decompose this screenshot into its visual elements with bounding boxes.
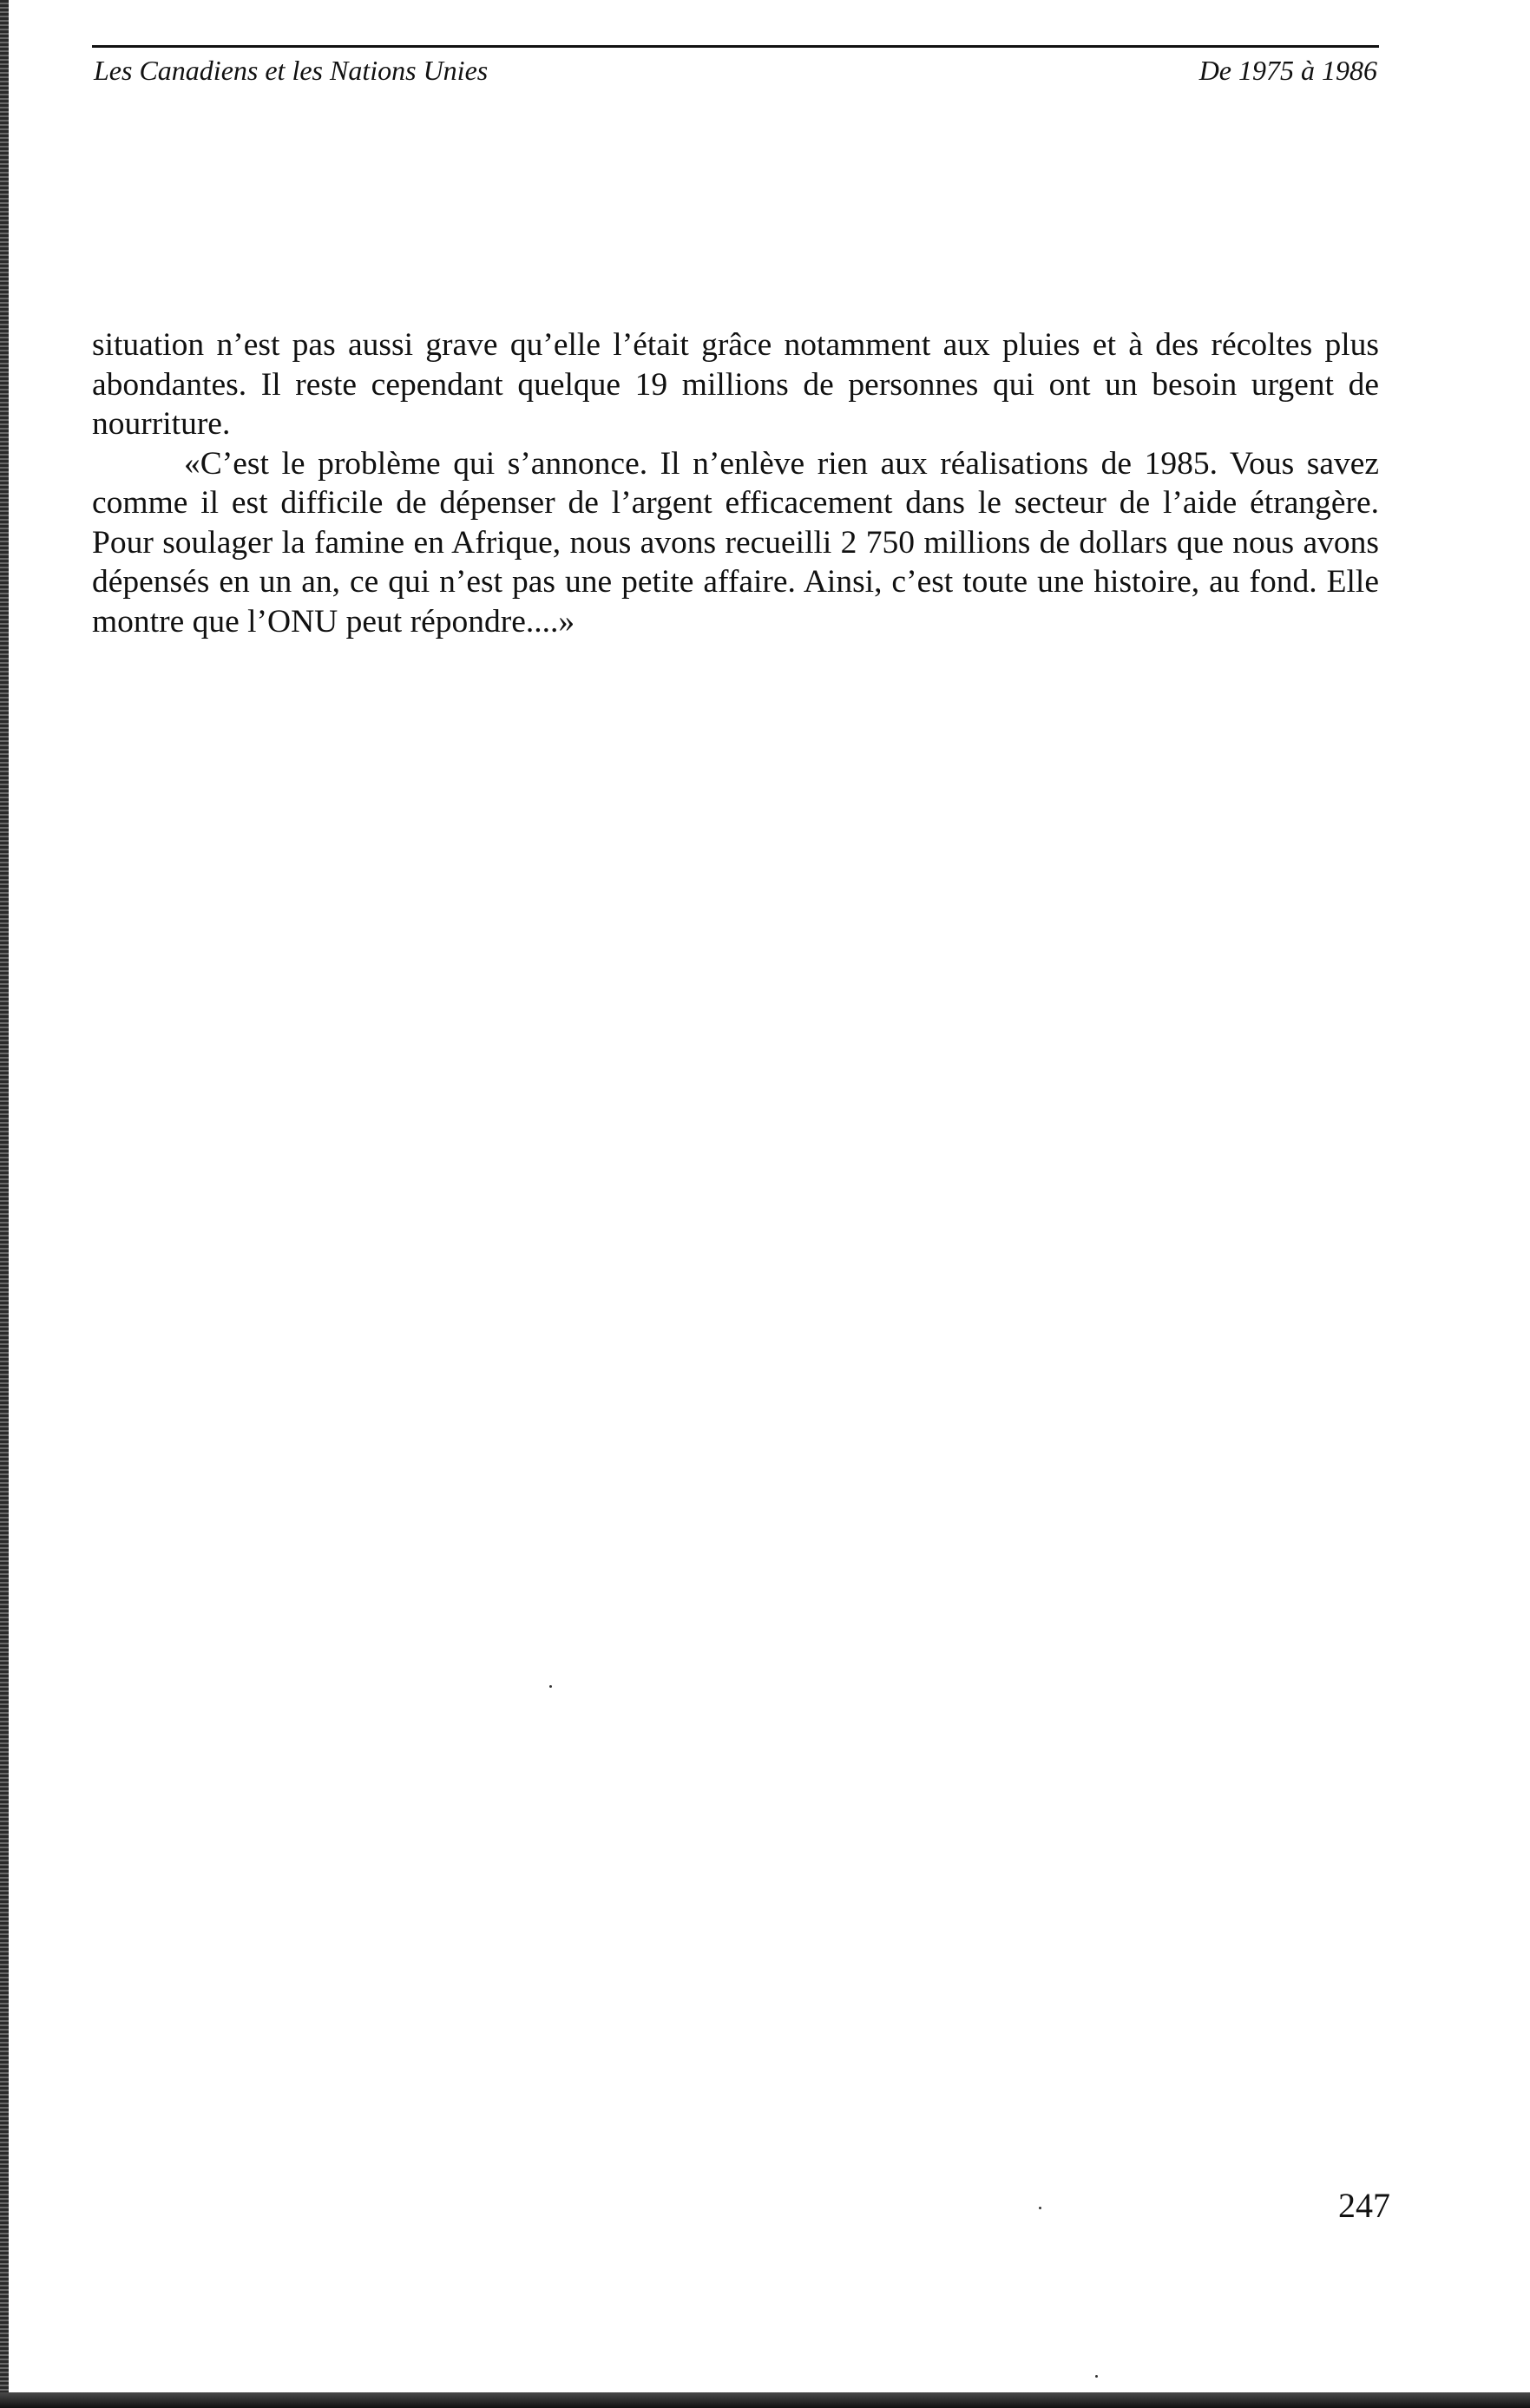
paragraph-1: situation n’est pas aussi grave qu’elle l’était grâce notamment aux pluies et à des récoltes plus abondantes. Il reste cependant quelque 19 millions de personnes qui ont un besoin urgent de nourriture. bbox=[92, 327, 1379, 442]
scan-speck bbox=[549, 1685, 552, 1688]
running-header bbox=[92, 45, 1379, 88]
body-text bbox=[92, 325, 1379, 641]
header-book-title: Les Canadiens et les Nations Unies bbox=[94, 55, 489, 86]
scan-speck bbox=[1039, 2207, 1041, 2209]
scan-binding-edge bbox=[0, 0, 9, 2408]
scan-speck bbox=[1095, 2375, 1098, 2378]
page-number: 247 bbox=[1338, 2186, 1390, 2225]
header-period: De 1975 à 1986 bbox=[1198, 55, 1377, 86]
scan-bottom-edge bbox=[0, 2392, 1530, 2408]
paragraph-2: «C’est le problème qui s’annonce. Il n’enlève rien aux réalisations de 1985. Vous savez comme il est difficile de dépenser de l’argent efficacement dans le secteur de l’aide étrangère. Pour soulager la famine en Afrique, nous avons recueilli 2 750 millions de dollars que nous avons dépensés en un an, ce qui n’est pas une petite affaire. Ainsi, c’est toute une histoire, au fond. Elle montre que l’ONU peut répondre....» bbox=[92, 445, 1379, 640]
